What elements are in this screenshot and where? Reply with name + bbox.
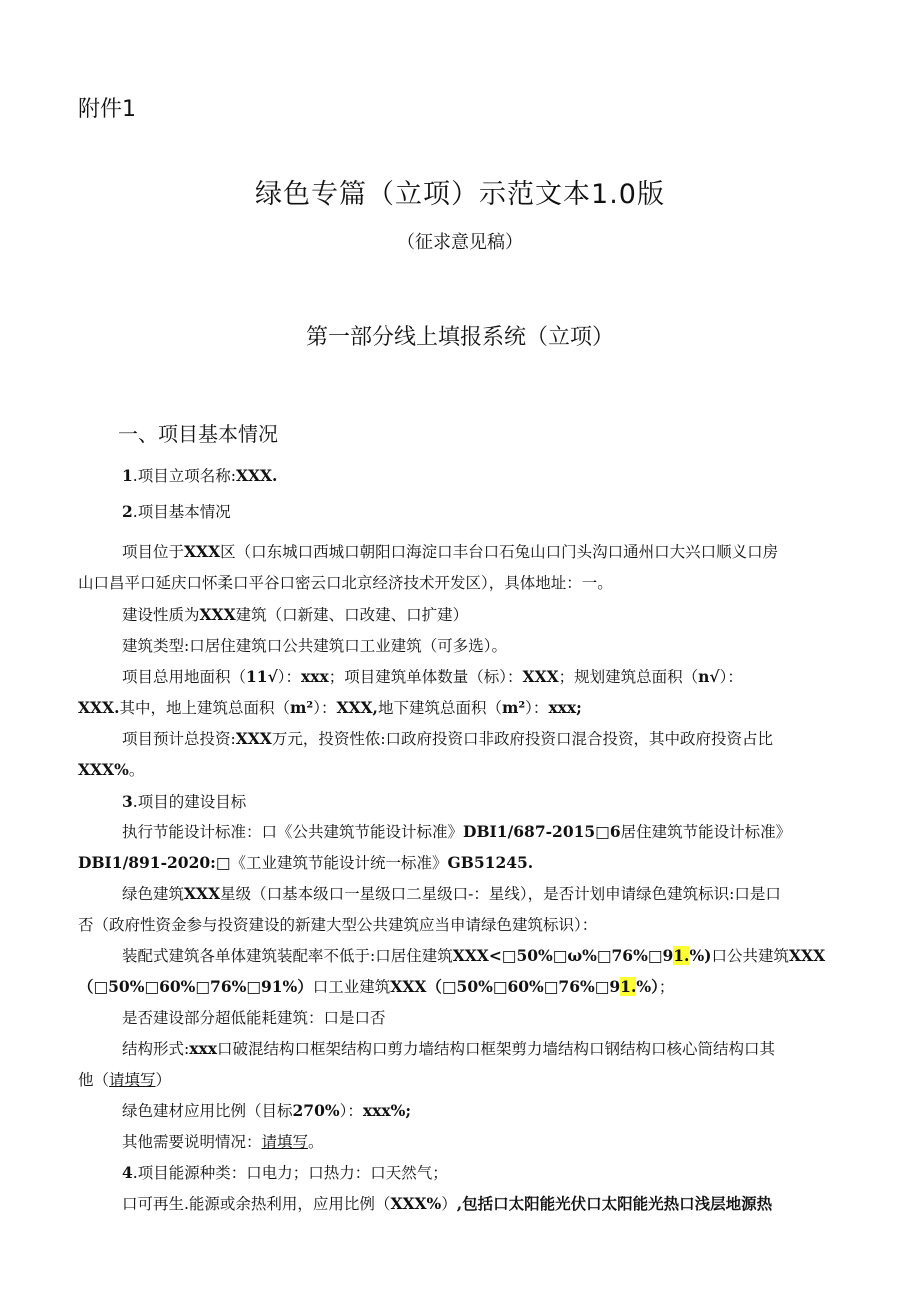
value: XXX [789, 946, 826, 965]
item-number: 4 [122, 1163, 133, 1182]
item-label: .项目立项名称: [132, 467, 236, 485]
document-title: 绿色专篇（立项）示范文本1.0版 [255, 179, 665, 210]
text: ）： [313, 699, 337, 717]
text: ） [441, 1195, 457, 1213]
area-line-1 [78, 662, 886, 692]
text: 建设性质为 [122, 606, 200, 624]
fill-in-blank: 请填写 [261, 1133, 309, 1151]
standard-line-1 [78, 817, 886, 847]
code: GB51245. [447, 853, 534, 872]
highlight: 1. [673, 946, 690, 965]
item-number: 1 [122, 466, 133, 485]
text: 项目总用地面积（ [122, 668, 247, 686]
construction-nature [78, 600, 886, 630]
value: %) [689, 946, 712, 965]
text: ）： [339, 1102, 363, 1120]
building-type: 建筑类型:口居住建筑口公共建筑口工业建筑（可多选）。 [122, 637, 507, 655]
code: DBI1/687-2015□6 [463, 822, 621, 841]
value: XXX [199, 605, 236, 624]
item-label: .项目基本情况 [132, 503, 231, 521]
prefab-line-2 [78, 972, 842, 1002]
text: 居住建筑节能设计标准》 [620, 823, 792, 841]
text: 项目预计总投资: [122, 730, 236, 748]
highlight: 1. [620, 977, 637, 996]
item-label: .项目的建设目标 [132, 793, 247, 811]
text: 星级（口基本级口一星级口二星级口-：星线），是否计划申请绿色建筑标识:口是口 [220, 885, 781, 903]
text: 执行节能设计标准：口《公共建筑节能设计标准》 [122, 823, 464, 841]
text: 口工业建筑 [312, 978, 391, 996]
value: 270% [292, 1101, 340, 1120]
value: （□50%□60%□76%□9 [426, 977, 621, 996]
text: 装配式建筑各单体建筑装配率不低于:口居住建筑 [122, 947, 453, 965]
text: ）： [525, 699, 549, 717]
item-number: 3 [122, 792, 133, 811]
text: ；规划建筑总面积（ [558, 668, 699, 686]
text: 绿色建筑 [122, 885, 185, 903]
text: ； [658, 978, 675, 996]
document-subtitle: （征求意见稿） [397, 232, 523, 253]
structure-line-1 [78, 1034, 886, 1064]
location-line-2: 山口昌平口延庆口怀柔口平谷口密云口北京经济技术开发区），具体地址：一。 [78, 574, 613, 592]
value: XXX% [78, 760, 129, 779]
item-3-heading [78, 787, 886, 817]
text: 其中，地上建筑总面积（ [119, 699, 290, 717]
text: ）： [277, 668, 302, 686]
text: 地下建筑总面积（ [377, 699, 502, 717]
renewable-energy [78, 1189, 886, 1219]
green-building-line-2: 否（政府性资金参与投资建设的新建大型公共建筑应当申请绿色建筑标识）： [78, 916, 598, 934]
text: 。 [308, 1133, 324, 1151]
standard-line-2 [78, 848, 842, 878]
item-4-energy [78, 1158, 886, 1188]
text: 口破混结构口框架结构口剪力墙结构口框架剪力墙结构口钢结构口核心筒结构口其 [216, 1040, 775, 1058]
text: ） [155, 1071, 172, 1089]
part-title: 第一部分线上填报系统（立项） [305, 325, 614, 350]
text: 他（ [78, 1071, 110, 1089]
text: 口可再生.能源或余热利用，应用比例（ [122, 1195, 391, 1213]
green-building-line-1 [78, 879, 886, 909]
fill-in-blank: 请填写 [109, 1071, 156, 1089]
ultra-low-energy: 是否建设部分超低能耗建筑：口是口否 [122, 1009, 386, 1027]
investment-line-1 [78, 724, 886, 754]
text: 其他需要说明情况： [122, 1133, 262, 1151]
unit: m² [290, 698, 314, 717]
value: xxx; [548, 698, 582, 717]
item-number: 2 [122, 502, 133, 521]
annex-label: 附件1 [78, 97, 136, 122]
item-1-project-name [78, 461, 886, 491]
text: ；项目建筑单体数量（标）： [328, 668, 523, 686]
value: （□50%□60%□76%□91%） [78, 977, 313, 996]
value: XXX<□50%□ω%□76%□9 [452, 946, 674, 965]
code: DBI1/891-2020: [78, 853, 216, 872]
value: xxx%; [362, 1101, 412, 1120]
value: %） [636, 977, 659, 996]
value: XXX, [336, 698, 378, 717]
value: XXX [235, 729, 272, 748]
text: ）： [719, 668, 743, 686]
value: XXX [522, 667, 559, 686]
text: 绿色建材应用比例（目标 [122, 1102, 293, 1120]
value: XXX% [390, 1194, 442, 1213]
unit: m² [501, 698, 526, 717]
text: 。 [128, 761, 145, 779]
value: xxx [301, 667, 329, 686]
section-title: 一、项目基本情况 [118, 422, 278, 446]
value: XXX [184, 884, 221, 903]
text: 万元，投资性侬:口政府投资口非政府投资口混合投资，其中政府投资占比 [271, 730, 774, 748]
item-2-heading [78, 497, 886, 527]
text: □《工业建筑节能设计统一标准》 [215, 854, 448, 872]
text: ,包括口太阳能光伏口太阳能光热口浅层地源热 [456, 1194, 773, 1213]
value: XXX [184, 542, 221, 561]
unit: 11√ [246, 667, 278, 686]
prefab-line-1 [78, 941, 886, 971]
value: XXX. [78, 698, 120, 717]
unit: n√ [698, 667, 720, 686]
text: 结构形式: [122, 1040, 190, 1058]
location-line-1 [78, 537, 886, 567]
item-label: .项目能源种类：口电力；口热力：口天然气； [132, 1164, 448, 1182]
value: xxx [189, 1039, 217, 1058]
value: XXX [390, 977, 427, 996]
text: 项目位于 [122, 543, 185, 561]
item-value: XXX. [235, 466, 278, 485]
structure-line-2 [78, 1065, 842, 1095]
green-material-ratio [78, 1096, 886, 1126]
text: 口公共建筑 [711, 947, 790, 965]
other-notes [78, 1127, 886, 1157]
investment-line-2 [78, 755, 842, 785]
text: 区（口东城口西城口朝阳口海淀口丰台口石兔山口门头沟口通州口大兴口顺义口房 [220, 543, 779, 561]
area-line-2 [78, 693, 842, 723]
text: 建筑（口新建、口改建、口扩建） [235, 606, 469, 624]
